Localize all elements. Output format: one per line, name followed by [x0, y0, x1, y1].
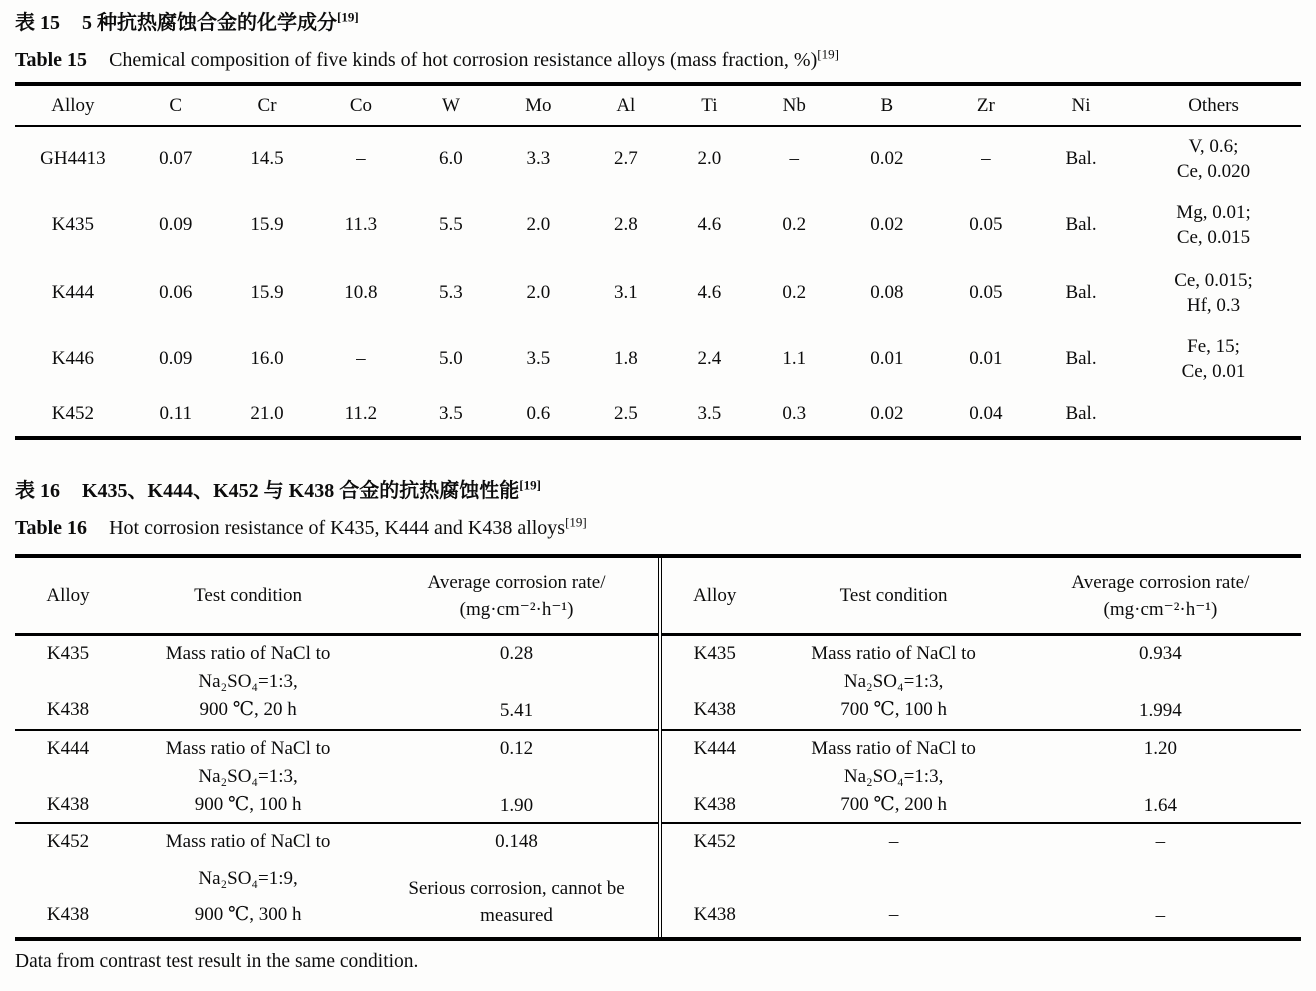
table15-composition	[15, 82, 1301, 440]
group-alloys	[662, 824, 767, 937]
cell-nb: 0.3	[782, 403, 807, 424]
cell-c: 0.09	[159, 348, 193, 369]
condition-line3: 900 ℃, 300 h	[194, 904, 302, 925]
rate-1: 0.12	[499, 738, 534, 759]
cell-c: 0.06	[159, 282, 193, 303]
group-rates	[375, 731, 658, 827]
cell-ti: 4.6	[697, 282, 722, 303]
group-condition	[767, 636, 1019, 732]
table-row-gh4413	[15, 126, 1301, 190]
cell-alloy: K446	[51, 348, 94, 369]
group-condition	[121, 731, 375, 827]
cell-zr: 0.05	[969, 282, 1003, 303]
others-line2: Ce, 0.01	[1181, 361, 1246, 382]
others-line1: Fe, 15;	[1187, 336, 1240, 357]
table15-caption-en-text: Chemical composition of five kinds of hot corrosion resistance alloys (mass fraction, %)	[109, 49, 818, 71]
cell-al: 2.7	[613, 147, 638, 169]
cell-mo: 3.3	[526, 147, 551, 169]
table16-right-half	[658, 558, 1301, 937]
cell-zr: 0.05	[969, 214, 1003, 235]
col-alloy: Alloy	[15, 84, 131, 126]
left-group-2	[15, 731, 658, 824]
condition-line3: 900 ℃, 20 h	[199, 699, 297, 720]
cell-co: 11.3	[344, 214, 378, 235]
rate-1: 0.148	[495, 831, 538, 852]
table15-body	[15, 126, 1301, 438]
cell-ti: 2.0	[697, 147, 722, 169]
cell-mo: 2.0	[526, 214, 551, 235]
cell-mo: 3.5	[526, 348, 551, 369]
alloy-1: K435	[46, 643, 90, 664]
table15-caption-en-label: Table 15	[15, 49, 88, 71]
table16-footnote: Data from contrast test result in the same condition.	[15, 951, 419, 972]
left-group-1	[15, 636, 658, 731]
table-row-k444	[15, 260, 1301, 326]
cell-co: 11.2	[344, 403, 378, 424]
others-line2: Ce, 0.020	[1176, 160, 1251, 182]
header-rate-line1: Average corrosion rate/	[427, 571, 606, 593]
table15-head	[15, 84, 1301, 126]
cell-b: 0.02	[870, 147, 904, 169]
alloy-1: K452	[693, 831, 736, 852]
cell-ni: Bal.	[1065, 282, 1097, 303]
condition-line3: 700 ℃, 200 h	[840, 794, 947, 815]
cell-nb: 1.1	[782, 348, 807, 369]
rate-2: Serious corrosion, cannot be measured	[408, 878, 625, 926]
condition-line2: Na₂SO₄=1:3,	[198, 766, 298, 787]
cell-b: 0.08	[870, 282, 904, 303]
col-zr: Zr	[936, 84, 1036, 126]
cell-b: 0.02	[870, 214, 904, 235]
cell-c: 0.07	[159, 147, 193, 169]
cell-zr: 0.01	[969, 348, 1003, 369]
group-alloys	[15, 824, 121, 937]
col-ti: Ti	[668, 84, 750, 126]
cell-w: 5.3	[439, 282, 463, 303]
header-rate	[375, 558, 658, 633]
condition-line1: Mass ratio of NaCl to	[811, 643, 976, 664]
cell-al: 2.5	[613, 403, 638, 424]
cell-others	[1126, 190, 1301, 260]
condition-line2: Na₂SO₄=1:3,	[843, 671, 944, 692]
alloy-1: K452	[46, 831, 90, 852]
others-line2: Ce, 0.015	[1176, 227, 1251, 248]
cell-ni: Bal.	[1065, 403, 1097, 424]
table16-caption-zh-label: 表 16	[15, 480, 60, 502]
cell-alloy: K444	[51, 282, 94, 303]
table16-right-header	[662, 558, 1301, 636]
alloy-2: K438	[693, 794, 736, 815]
table15-caption-zh-label: 表 15	[15, 12, 60, 34]
cell-al: 3.1	[613, 282, 638, 303]
table-row-k452	[15, 392, 1301, 438]
right-group-2	[662, 731, 1301, 824]
table16-corrosion	[15, 554, 1301, 941]
header-alloy: Alloy	[693, 585, 737, 606]
group-condition	[121, 824, 375, 937]
alloy-2: K438	[46, 904, 90, 925]
cell-w: 5.0	[439, 348, 463, 369]
cell-al: 2.8	[613, 214, 638, 235]
rate-2: –	[1155, 905, 1166, 926]
cell-co: –	[356, 348, 366, 369]
others-line1: Mg, 0.01;	[1176, 202, 1251, 223]
alloy-1: K444	[46, 738, 90, 759]
col-nb: Nb	[751, 84, 838, 126]
header-alloy: Alloy	[46, 585, 90, 606]
header-condition: Test condition	[839, 585, 948, 606]
others-line1: V, 0.6;	[1188, 135, 1239, 157]
col-cr: Cr	[221, 84, 314, 126]
group-condition	[121, 636, 375, 732]
cell-al: 1.8	[613, 348, 638, 369]
cell-nb: –	[789, 147, 800, 169]
cell-cr: 15.9	[250, 214, 284, 235]
group-condition	[767, 731, 1019, 827]
table16-caption-en-ref: [19]	[565, 514, 587, 530]
cell-co: –	[356, 147, 366, 169]
col-others: Others	[1126, 84, 1301, 126]
alloy-2: K438	[693, 699, 736, 720]
group-alloys	[15, 636, 121, 732]
others-line2: Hf, 0.3	[1186, 295, 1241, 316]
condition-line2: Na₂SO₄=1:3,	[198, 671, 298, 692]
col-c: C	[131, 84, 221, 126]
cell-co: 10.8	[344, 282, 378, 303]
cell-others	[1126, 392, 1301, 438]
col-b: B	[838, 84, 936, 126]
cell-cr: 15.9	[250, 282, 284, 303]
cell-alloy: K435	[51, 214, 94, 235]
cell-alloy: K452	[51, 403, 94, 424]
cell-w: 3.5	[439, 403, 463, 424]
alloy-1: K444	[693, 738, 736, 759]
alloy-1: K435	[693, 643, 736, 664]
table16-left-half	[15, 558, 658, 937]
rate-2: 1.90	[499, 795, 534, 816]
cell-ni: Bal.	[1065, 348, 1097, 369]
header-rate	[1020, 558, 1301, 633]
table16-caption-zh	[15, 478, 1301, 504]
rate-1: 1.20	[1143, 738, 1178, 759]
cell-zr: –	[981, 147, 991, 169]
cell-c: 0.09	[159, 214, 193, 235]
table15-header-row	[15, 84, 1301, 126]
right-group-3	[662, 824, 1301, 937]
condition-line3: 900 ℃, 100 h	[194, 794, 302, 815]
col-mo: Mo	[493, 84, 583, 126]
rate-2: 5.41	[499, 700, 534, 721]
cell-b: 0.01	[870, 348, 904, 369]
header-rate-line1: Average corrosion rate/	[1071, 571, 1250, 593]
rate-1: –	[1155, 831, 1166, 852]
right-group-1	[662, 636, 1301, 731]
table16-caption-en-label: Table 16	[15, 517, 88, 539]
group-rates	[1020, 824, 1301, 937]
cell-ti: 3.5	[697, 403, 722, 424]
cell-others	[1126, 326, 1301, 392]
cell-ti: 2.4	[697, 348, 722, 369]
table-row-k446	[15, 326, 1301, 392]
cell-alloy: GH4413	[40, 147, 106, 169]
group-alloys	[15, 731, 121, 827]
table16-caption-zh-text: K435、K444、K452 与 K438 合金的抗热腐蚀性能	[82, 480, 520, 502]
cell-b: 0.02	[870, 403, 904, 424]
condition-line3: 700 ℃, 100 h	[840, 699, 947, 720]
cell-zr: 0.04	[969, 403, 1003, 424]
col-ni: Ni	[1036, 84, 1126, 126]
table16-caption-en-text: Hot corrosion resistance of K435, K444 and K438 alloys	[109, 517, 566, 539]
cell-others	[1126, 126, 1301, 190]
condition-line2: Na₂SO₄=1:9,	[198, 867, 298, 889]
cell-mo: 0.6	[526, 403, 551, 424]
table15-caption-zh	[15, 10, 1301, 36]
left-group-3	[15, 824, 658, 937]
condition-line3: –	[888, 904, 899, 925]
table16-caption-zh-ref: [19]	[519, 477, 541, 493]
condition-line1: Mass ratio of NaCl to	[165, 643, 331, 664]
table15-caption-en	[15, 47, 1301, 73]
table15-caption-zh-ref: [19]	[337, 9, 359, 25]
cell-ti: 4.6	[697, 214, 722, 235]
table-row-k435	[15, 190, 1301, 260]
condition-line1: Mass ratio of NaCl to	[165, 738, 331, 759]
cell-w: 6.0	[439, 147, 463, 169]
cell-w: 5.5	[439, 214, 463, 235]
table16-left-header	[15, 558, 658, 636]
col-w: W	[408, 84, 493, 126]
alloy-2: K438	[46, 699, 90, 720]
group-alloys	[662, 636, 767, 732]
col-co: Co	[313, 84, 408, 126]
cell-c: 0.11	[159, 403, 193, 424]
cell-ni: Bal.	[1065, 214, 1097, 235]
cell-nb: 0.2	[782, 214, 807, 235]
table15-caption-en-ref: [19]	[817, 46, 839, 62]
condition-line1: Mass ratio of NaCl to	[811, 738, 976, 759]
cell-mo: 2.0	[526, 282, 551, 303]
others-line1: Ce, 0.015;	[1174, 270, 1253, 291]
group-rates	[375, 824, 658, 937]
rate-2: 1.994	[1139, 700, 1182, 721]
rate-2: 1.64	[1143, 795, 1178, 816]
condition-line2: Na₂SO₄=1:3,	[843, 766, 944, 787]
group-rates	[375, 636, 658, 732]
cell-cr: 14.5	[250, 147, 284, 169]
condition-line1: Mass ratio of NaCl to	[165, 831, 331, 852]
header-condition: Test condition	[194, 585, 303, 606]
header-rate-unit: (mg·cm⁻²·h⁻¹)	[1103, 598, 1218, 620]
cell-cr: 16.0	[250, 348, 284, 369]
group-alloys	[662, 731, 767, 827]
rate-1: 0.28	[499, 643, 534, 664]
group-rates	[1020, 636, 1301, 732]
rate-1: 0.934	[1139, 643, 1182, 664]
alloy-2: K438	[46, 794, 90, 815]
group-rates	[1020, 731, 1301, 827]
table15-caption-zh-text: 5 种抗热腐蚀合金的化学成分	[82, 12, 337, 34]
alloy-2: K438	[693, 904, 736, 925]
cell-others	[1126, 260, 1301, 326]
cell-cr: 21.0	[250, 403, 284, 424]
cell-ni: Bal.	[1065, 147, 1097, 169]
group-condition	[767, 824, 1019, 937]
table16-caption-en	[15, 515, 1301, 541]
condition-line1: –	[888, 831, 899, 852]
header-rate-unit: (mg·cm⁻²·h⁻¹)	[459, 598, 574, 620]
col-al: Al	[583, 84, 668, 126]
cell-nb: 0.2	[782, 282, 807, 303]
